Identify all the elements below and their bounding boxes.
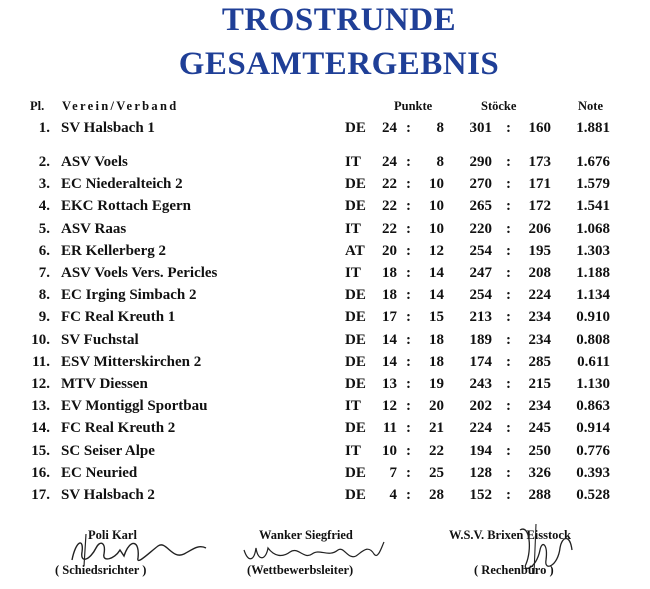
stocks-separator: :	[506, 265, 511, 281]
points-separator: :	[406, 287, 411, 304]
rank-cell: 17.	[31, 487, 50, 503]
stocks-lost-cell: 234	[528, 309, 551, 326]
stocks-lost-cell: 234	[528, 331, 551, 348]
points-lost-cell: 21	[429, 420, 444, 437]
points-lost-cell: 10	[429, 220, 444, 237]
team-name-cell: EKC Rottach Egern	[61, 198, 191, 215]
team-name-cell: SV Fuchstal	[61, 331, 139, 348]
header-note: Note	[578, 99, 603, 113]
table-row	[0, 398, 650, 420]
stocks-separator: :	[506, 176, 511, 193]
rank-cell: 7.	[38, 265, 50, 281]
points-lost-cell: 8	[436, 120, 444, 136]
points-won-cell: 12	[382, 398, 397, 415]
points-won-cell: 22	[382, 176, 397, 193]
points-separator: :	[406, 154, 411, 170]
nation-cell: IT	[345, 265, 361, 281]
stocks-separator: :	[506, 376, 511, 392]
team-name-cell: ER Kellerberg 2	[61, 242, 166, 259]
table-row	[0, 309, 650, 331]
note-cell: 0.393	[576, 464, 610, 481]
stocks-won-cell: 290	[469, 154, 492, 170]
stocks-won-cell: 202	[469, 398, 492, 415]
nation-cell: DE	[345, 120, 366, 136]
stocks-won-cell: 301	[469, 120, 492, 136]
stocks-lost-cell: 195	[528, 242, 551, 259]
points-lost-cell: 18	[429, 331, 444, 348]
stocks-won-cell: 194	[469, 442, 492, 459]
nation-cell: IT	[345, 442, 361, 459]
note-cell: 1.881	[576, 120, 610, 136]
points-separator: :	[406, 265, 411, 281]
table-row	[0, 120, 650, 142]
note-cell: 0.776	[576, 442, 610, 459]
nation-cell: DE	[345, 376, 366, 392]
points-separator: :	[406, 353, 411, 370]
stocks-won-cell: 152	[469, 487, 492, 503]
stocks-lost-cell: 215	[528, 376, 551, 392]
points-separator: :	[406, 176, 411, 193]
points-won-cell: 4	[389, 487, 397, 503]
team-name-cell: EC Neuried	[61, 464, 138, 481]
points-lost-cell: 25	[429, 464, 444, 481]
table-row	[0, 443, 650, 465]
points-separator: :	[406, 309, 411, 326]
header-stoecke: Stöcke	[481, 99, 517, 113]
stocks-lost-cell: 288	[528, 487, 551, 503]
stocks-separator: :	[506, 353, 511, 370]
stocks-lost-cell: 285	[528, 353, 551, 370]
rank-cell: 14.	[31, 420, 50, 437]
points-separator: :	[406, 376, 411, 392]
stocks-lost-cell: 173	[528, 154, 551, 170]
nation-cell: AT	[345, 242, 365, 259]
points-lost-cell: 8	[436, 154, 444, 170]
rank-cell: 3.	[38, 176, 50, 193]
note-cell: 1.541	[576, 198, 610, 215]
team-name-cell: MTV Diessen	[61, 376, 148, 392]
team-name-cell: EV Montiggl Sportbau	[61, 398, 208, 415]
stocks-separator: :	[506, 442, 511, 459]
rank-cell: 11.	[32, 353, 50, 370]
points-separator: :	[406, 120, 411, 136]
stocks-lost-cell: 250	[528, 442, 551, 459]
stocks-separator: :	[506, 398, 511, 415]
note-cell: 0.611	[577, 353, 610, 370]
table-row	[0, 265, 650, 287]
nation-cell: DE	[345, 420, 366, 437]
table-row	[0, 221, 650, 243]
points-separator: :	[406, 464, 411, 481]
team-name-cell: FC Real Kreuth 1	[61, 309, 176, 326]
note-cell: 1.676	[576, 154, 610, 170]
stocks-separator: :	[506, 331, 511, 348]
team-name-cell: ESV Mitterskirchen 2	[61, 353, 202, 370]
stocks-won-cell: 254	[469, 242, 492, 259]
stocks-lost-cell: 171	[528, 176, 551, 193]
signature-name-1: Poli Karl	[88, 528, 137, 542]
stocks-won-cell: 174	[469, 353, 492, 370]
table-row	[0, 287, 650, 309]
points-won-cell: 17	[382, 309, 397, 326]
table-row	[0, 176, 650, 198]
note-cell: 0.910	[576, 309, 610, 326]
note-cell: 1.188	[576, 265, 610, 281]
points-won-cell: 13	[382, 376, 397, 392]
stocks-separator: :	[506, 220, 511, 237]
points-lost-cell: 14	[429, 287, 444, 304]
stocks-lost-cell: 208	[528, 265, 551, 281]
note-cell: 1.130	[576, 376, 610, 392]
table-row	[0, 420, 650, 442]
stocks-separator: :	[506, 420, 511, 437]
header-punkte: Punkte	[394, 99, 433, 113]
nation-cell: DE	[345, 464, 366, 481]
nation-cell: IT	[345, 398, 361, 415]
points-won-cell: 22	[382, 220, 397, 237]
stocks-separator: :	[506, 120, 511, 136]
points-lost-cell: 19	[429, 376, 444, 392]
points-lost-cell: 28	[429, 487, 444, 503]
stocks-won-cell: 247	[469, 265, 492, 281]
signature-role-2: (Wettbewerbsleiter)	[247, 563, 354, 577]
stocks-won-cell: 265	[469, 198, 492, 215]
stocks-separator: :	[506, 309, 511, 326]
stocks-lost-cell: 206	[528, 220, 551, 237]
note-cell: 1.068	[576, 220, 610, 237]
rank-cell: 10.	[31, 331, 50, 348]
team-name-cell: ASV Voels Vers. Pericles	[61, 265, 218, 281]
nation-cell: DE	[345, 353, 366, 370]
points-won-cell: 7	[389, 464, 397, 481]
stocks-won-cell: 220	[469, 220, 492, 237]
points-separator: :	[406, 442, 411, 459]
points-separator: :	[406, 198, 411, 215]
table-row	[0, 154, 650, 176]
signature-role-3: ( Rechenbüro )	[474, 563, 554, 577]
stocks-lost-cell: 326	[528, 464, 551, 481]
rank-cell: 4.	[38, 198, 50, 215]
nation-cell: DE	[345, 287, 366, 304]
stocks-separator: :	[506, 198, 511, 215]
header-pl: Pl.	[30, 99, 45, 113]
rank-cell: 8.	[38, 287, 50, 304]
team-name-cell: ASV Voels	[61, 154, 128, 170]
points-separator: :	[406, 331, 411, 348]
note-cell: 0.863	[576, 398, 610, 415]
nation-cell: DE	[345, 487, 366, 503]
stocks-won-cell: 128	[469, 464, 492, 481]
points-separator: :	[406, 242, 411, 259]
rank-cell: 13.	[31, 398, 50, 415]
team-name-cell: EC Irging Simbach 2	[61, 287, 197, 304]
points-won-cell: 10	[382, 442, 397, 459]
points-won-cell: 18	[382, 265, 397, 281]
points-lost-cell: 18	[429, 353, 444, 370]
rank-cell: 12.	[31, 376, 50, 392]
stocks-separator: :	[506, 154, 511, 170]
stocks-won-cell: 270	[469, 176, 492, 193]
points-won-cell: 24	[382, 154, 397, 170]
stocks-won-cell: 189	[469, 331, 492, 348]
points-won-cell: 14	[382, 331, 397, 348]
points-won-cell: 18	[382, 287, 397, 304]
points-lost-cell: 12	[429, 242, 444, 259]
rank-cell: 6.	[38, 242, 50, 259]
stocks-separator: :	[506, 242, 511, 259]
note-cell: 0.914	[576, 420, 610, 437]
note-cell: 1.303	[576, 242, 610, 259]
nation-cell: DE	[345, 176, 366, 193]
nation-cell: IT	[345, 220, 361, 237]
stocks-won-cell: 254	[469, 287, 492, 304]
points-lost-cell: 22	[429, 442, 444, 459]
team-name-cell: FC Real Kreuth 2	[61, 420, 176, 437]
stocks-lost-cell: 234	[528, 398, 551, 415]
points-won-cell: 22	[382, 198, 397, 215]
team-name-cell: SC Seiser Alpe	[61, 442, 155, 459]
stocks-won-cell: 243	[469, 376, 492, 392]
points-lost-cell: 15	[429, 309, 444, 326]
points-separator: :	[406, 220, 411, 237]
points-separator: :	[406, 487, 411, 503]
stocks-separator: :	[506, 287, 511, 304]
table-row	[0, 376, 650, 398]
nation-cell: DE	[345, 331, 366, 348]
points-lost-cell: 20	[429, 398, 444, 415]
points-won-cell: 20	[382, 242, 397, 259]
note-cell: 0.808	[576, 331, 610, 348]
page-title-line2: GESAMTERGEBNIS	[178, 46, 500, 82]
table-row	[0, 465, 650, 487]
table-row	[0, 487, 650, 509]
stocks-lost-cell: 172	[528, 198, 551, 215]
team-name-cell: EC Niederalteich 2	[61, 176, 183, 193]
rank-cell: 5.	[38, 220, 50, 237]
stocks-lost-cell: 224	[528, 287, 551, 304]
points-separator: :	[406, 398, 411, 415]
nation-cell: DE	[345, 309, 366, 326]
points-won-cell: 14	[382, 353, 397, 370]
nation-cell: IT	[345, 154, 361, 170]
points-lost-cell: 14	[429, 265, 444, 281]
stocks-separator: :	[506, 464, 511, 481]
rank-cell: 9.	[38, 309, 50, 326]
points-separator: :	[406, 420, 411, 437]
header-verein: Verein/Verband	[62, 99, 179, 113]
note-cell: 1.579	[576, 176, 610, 193]
stocks-lost-cell: 245	[528, 420, 551, 437]
rank-cell: 1.	[38, 120, 50, 136]
points-lost-cell: 10	[429, 176, 444, 193]
points-won-cell: 24	[382, 120, 397, 136]
rank-cell: 15.	[31, 442, 50, 459]
page-title-line1: TROSTRUNDE	[221, 2, 457, 38]
note-cell: 1.134	[576, 287, 610, 304]
rank-cell: 16.	[31, 464, 50, 481]
signature-role-1: ( Schiedsrichter )	[55, 563, 147, 577]
stocks-separator: :	[506, 487, 511, 503]
stocks-lost-cell: 160	[528, 120, 551, 136]
signature-name-3: W.S.V. Brixen Eisstock	[449, 528, 571, 542]
points-won-cell: 11	[382, 420, 397, 437]
points-lost-cell: 10	[429, 198, 444, 215]
note-cell: 0.528	[576, 487, 610, 503]
table-row	[0, 332, 650, 354]
signature-name-2: Wanker Siegfried	[259, 528, 353, 542]
team-name-cell: SV Halsbach 2	[61, 487, 155, 503]
team-name-cell: ASV Raas	[61, 220, 127, 237]
table-row	[0, 198, 650, 220]
table-row	[0, 243, 650, 265]
table-row	[0, 354, 650, 376]
team-name-cell: SV Halsbach 1	[61, 120, 155, 136]
nation-cell: DE	[345, 198, 366, 215]
stocks-won-cell: 224	[469, 420, 492, 437]
rank-cell: 2.	[38, 154, 50, 170]
stocks-won-cell: 213	[469, 309, 492, 326]
